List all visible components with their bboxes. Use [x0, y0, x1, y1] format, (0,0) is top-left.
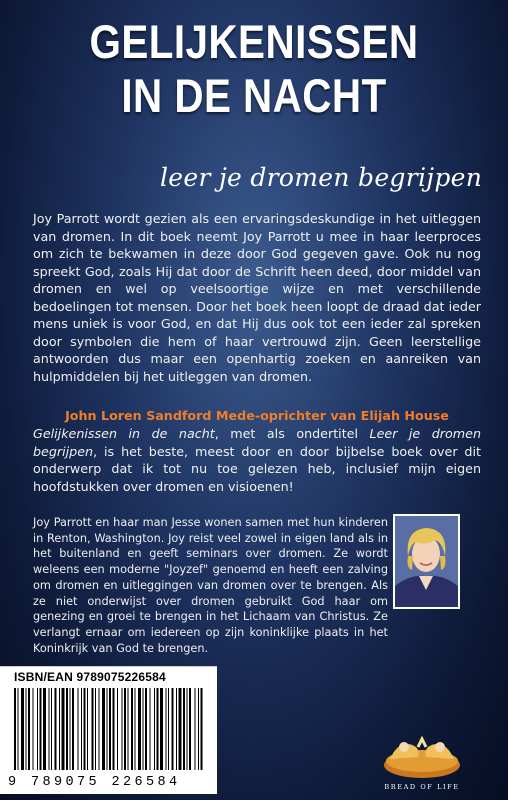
author-photo — [393, 514, 460, 609]
publisher-name: BREAD OF LIFE — [384, 783, 460, 791]
book-subtitle: leer je dromen begrijpen — [160, 163, 483, 192]
barcode-bars — [4, 688, 212, 776]
bread-of-life-logo — [380, 725, 464, 781]
book-title-line-2: IN DE NACHT — [121, 69, 387, 122]
endorsement-author: John Loren Sandford Mede-oprichter van Elijah House — [65, 408, 449, 423]
book-description: Joy Parrott wordt gezien als een ervaringsdeskundige in het uitleggen van dromen. In dit boek neemt Joy Parrott u mee in haar leerproces om zich te bekwamen in deze door God gegeven gave. Ook nu nog spreekt God, zoals Hij dat door de Schrift heen deed, door middel van dromen en wel op veelsoortige wijze en met verschillende bedoelingen tot mensen. Door het boek heen loopt de draad dat ieder mens uniek is voor God, en dat Hij dus ook tot een ieder zal spreken door symbolen die hem of haar vertrouwd zijn. Geen leerstellige antwoorden dus maar een openhartig zoeken en aanreiken van hulpmiddelen bij het uitleggen van dromen. — [33, 211, 481, 384]
book-title-line-1: GELIJKENISSEN — [89, 15, 419, 68]
endorsement-quote — [33, 425, 481, 495]
barcode-digits: 9 789075 226584 — [8, 775, 181, 790]
endorsement-text-2: , is het beste, meest door en door bijbelse boek over dit onderwerp dat ik tot nu toe gelezen heb, inclusief mijn eigen hoofdstukken over dromen en visioenen! — [33, 443, 481, 494]
endorsement-text-1: , met als ondertitel — [214, 426, 370, 441]
endorsement-book-subtitle: Leer je dromen begrijpen — [33, 426, 481, 459]
isbn-label: ISBN/EAN 9789075226584 — [14, 670, 166, 684]
author-bio: Joy Parrott en haar man Jesse wonen samen met hun kinderen in Renton, Washington. Joy reist veel zowel in eigen land als in het buitenland en geeft seminars over dromen. Ze wordt weleens een moderne "Joyzef" genoemd en heeft een zalving om dromen en uitleggingen van dromen over te brengen. Als ze niet onderwijst over dromen gebruikt God haar om genezing en groei te brengen in het Lichaam van Christus. Ze verlangt ernaar om iedereen op zijn koninklijke plaats in het Koninkrijk van God te brengen. — [33, 516, 388, 655]
endorsement-book-title: Gelijkenissen in de nacht — [33, 426, 215, 441]
